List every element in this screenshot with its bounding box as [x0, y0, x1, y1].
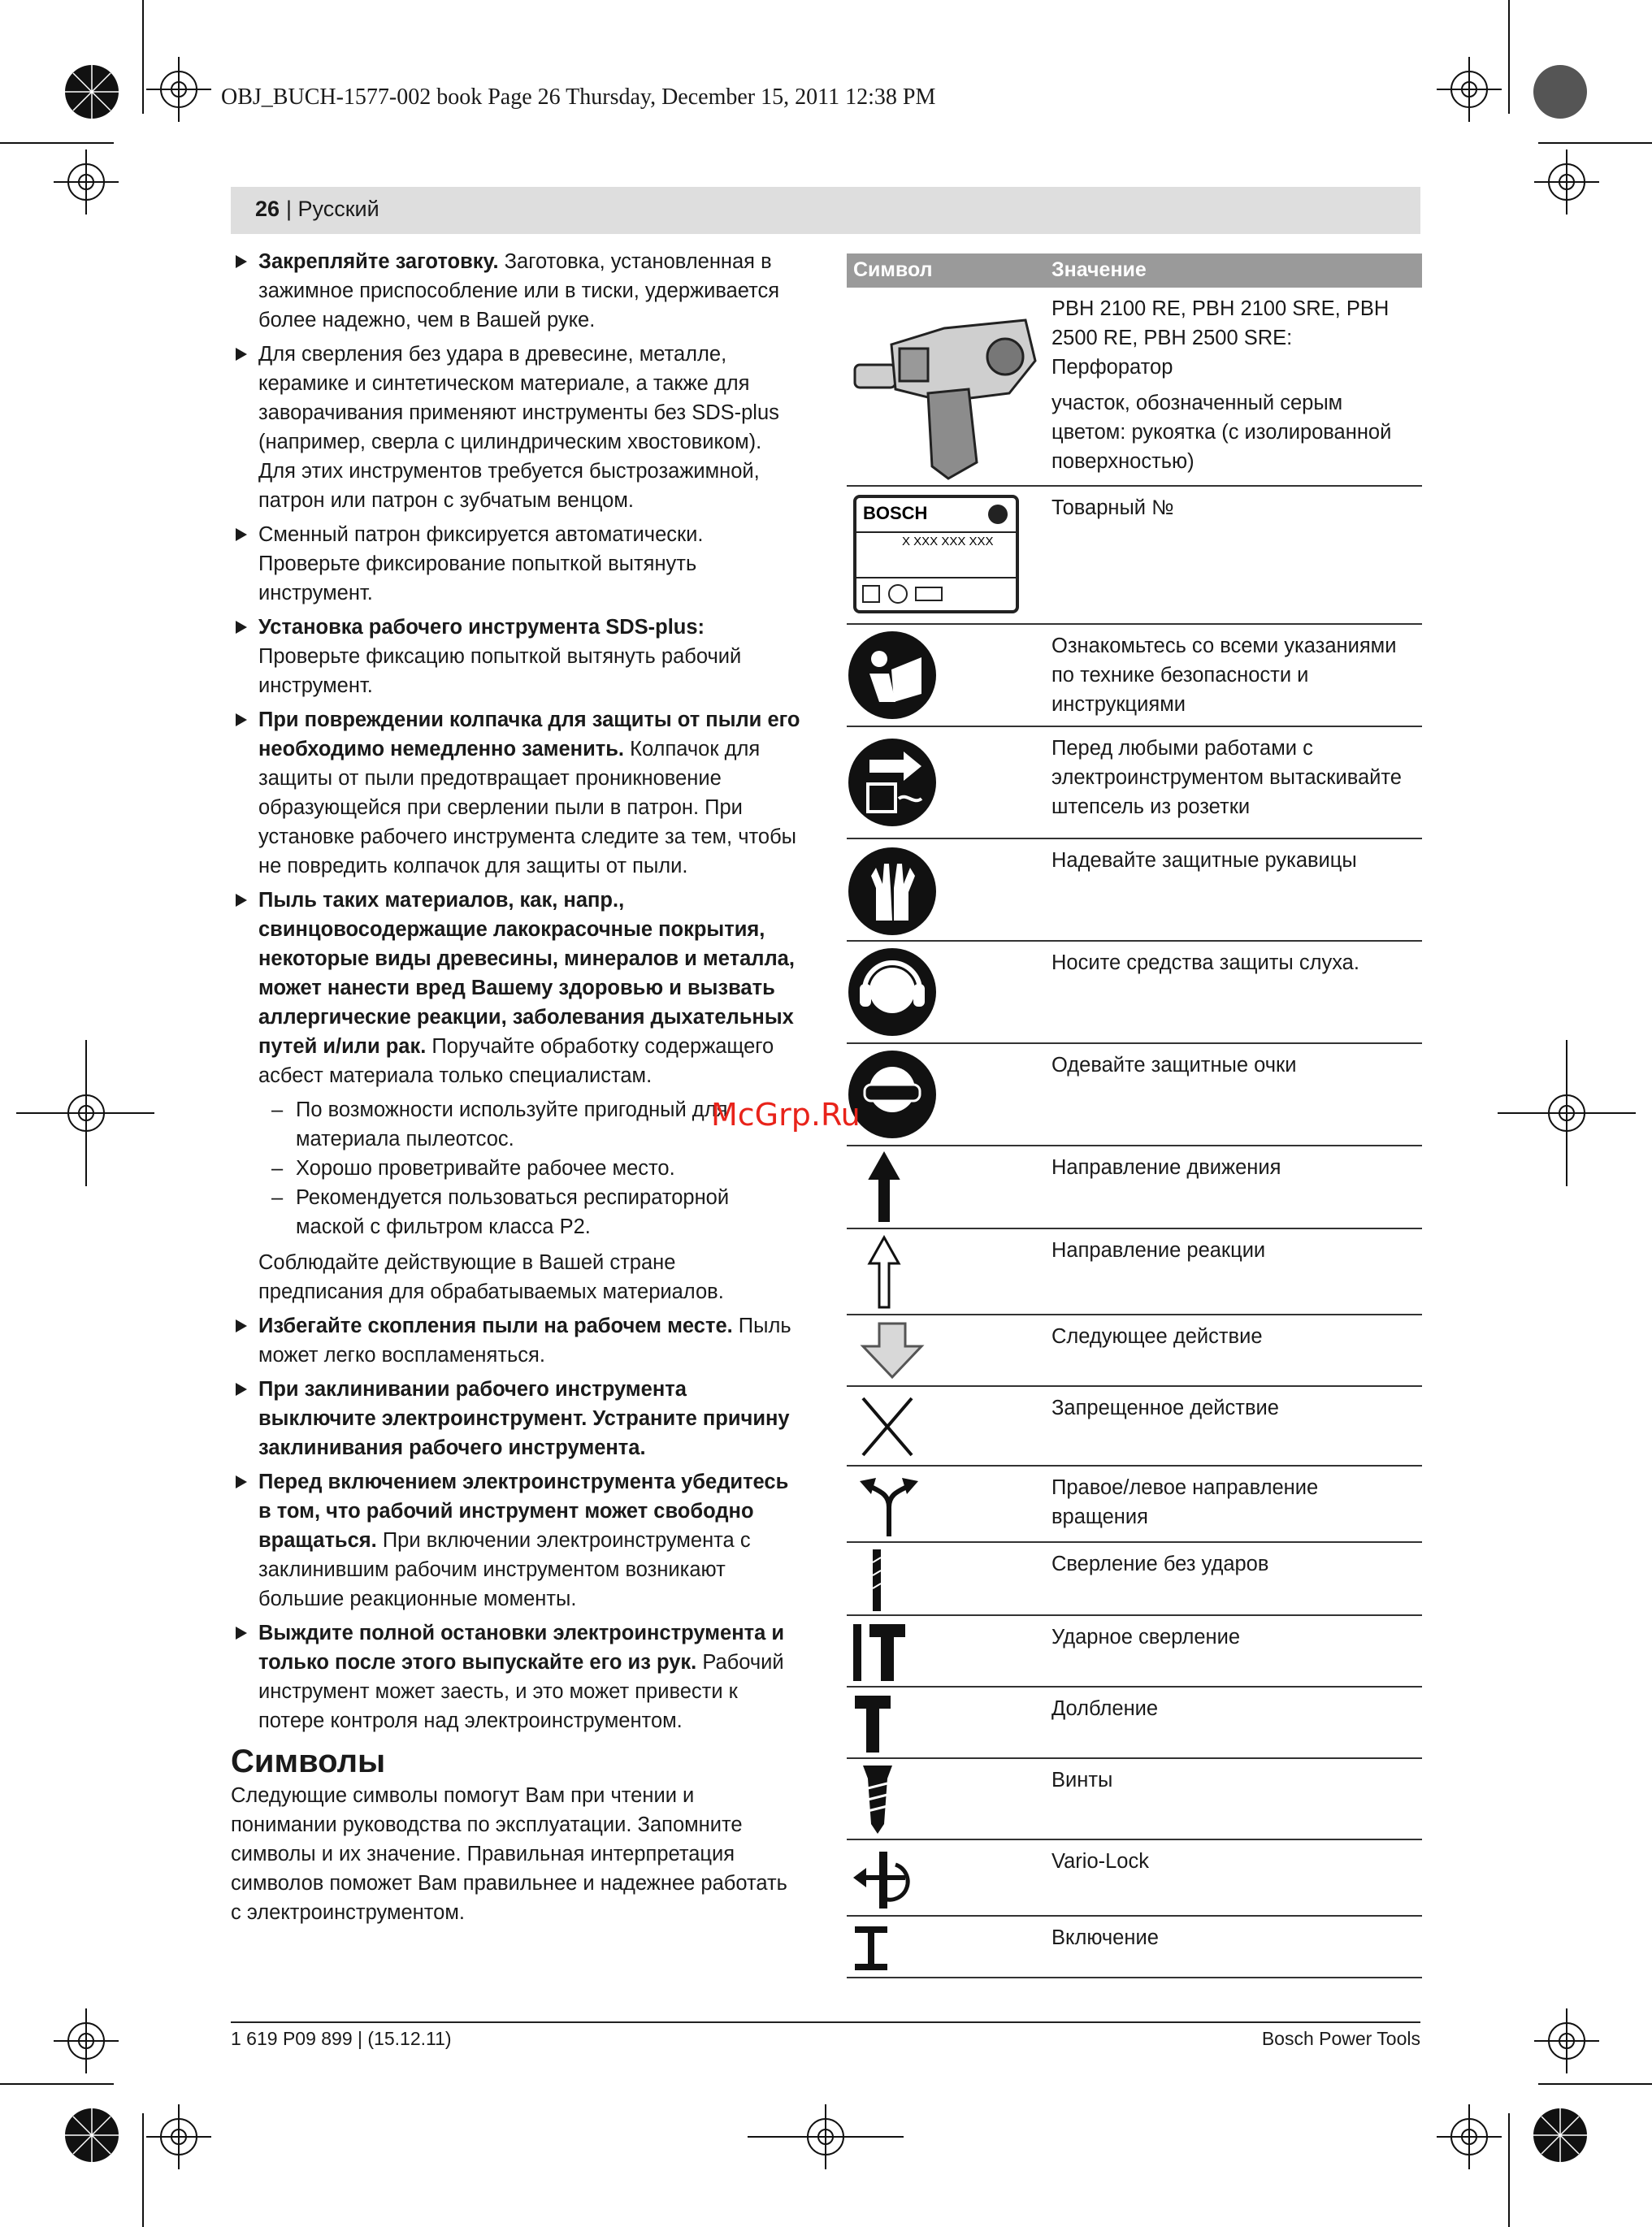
row-text: Товарный № [1051, 496, 1174, 519]
row-text: Надевайте защитные рукавицы [1051, 849, 1357, 872]
hammer-drill-icon [847, 288, 1042, 485]
watermark: McGrp.Ru [711, 1097, 861, 1133]
table-row [847, 1229, 1422, 1315]
nameplate-icon [847, 487, 1042, 623]
row-text: Правое/левое направление вращения [1051, 1476, 1319, 1528]
print-slug: OBJ_BUCH-1577-002 book Page 26 Thursday, December 15, 2011 12:38 PM [221, 84, 936, 110]
plate-brand: BOSCH [863, 503, 928, 523]
row-text: Включение [1051, 1926, 1159, 1949]
row-text: Ознакомьтесь со всеми указаниями по технике безопасности и инструкциями [1051, 635, 1397, 716]
row-text: PBH 2100 RE, PBH 2100 SRE, PBH 2500 RE, PBH 2500 SRE: Перфоратор [1051, 297, 1390, 379]
list-item: Пыль таких материалов, как, напр., свинцовосодержащие лакокрасочные покрытия, некоторые виды древесины, минералов и металла, может нанести вред Вашему здоровью и вызвать аллергические реакции, заболевания дыхательных путей и/или рак. Поручайте обработку содержащего асбест материала только специалистам. [231, 886, 801, 1090]
table-row [847, 839, 1422, 942]
section-title: Символы [231, 1744, 386, 1779]
symbols-table [847, 253, 1422, 1978]
table-row [847, 1467, 1422, 1543]
table-row [847, 487, 1422, 625]
next-step-icon [847, 1315, 1042, 1385]
page-language: | Русский [286, 197, 379, 221]
table-row [847, 1616, 1422, 1688]
row-text: участок, обозначенный серым цветом: рукоятка (с изолированной поверхностью) [1051, 392, 1392, 473]
rotation-direction-icon [847, 1467, 1042, 1541]
footer-rule [231, 2021, 1420, 2023]
list-item: Сменный патрон фиксируется автоматически. Проверьте фиксирование попыткой вытянуть инструмент. [231, 520, 801, 608]
list-item: Избегайте скопления пыли на рабочем месте. Пыль может легко воспламеняться. [231, 1311, 801, 1370]
row-text: Запрещенное действие [1051, 1397, 1279, 1419]
unplug-icon [847, 727, 1042, 838]
table-row [847, 1759, 1422, 1840]
list-item: Выждите полной остановки электроинструмента и только после этого выпускайте его из рук. Рабочий инструмент может заесть, и это может привести к потере контроля над электроинструментом. [231, 1618, 801, 1735]
table-row [847, 1146, 1422, 1229]
list-item: При заклинивании рабочего инструмента выключите электроинструмент. Устраните причину заклинивания рабочего инструмента. [231, 1375, 801, 1462]
table-row [847, 1840, 1422, 1917]
vario-lock-icon [847, 1840, 1042, 1915]
row-text: Носите средства защиты слуха. [1051, 951, 1359, 974]
arrow-outline-icon [847, 1229, 1042, 1314]
table-row [847, 1543, 1422, 1616]
table-row [847, 1387, 1422, 1467]
row-text: Направление движения [1051, 1156, 1281, 1179]
goggles-icon [847, 1044, 1042, 1145]
list-item: Перед включением электроинструмента убедитесь в том, что рабочий инструмент может свободно вращаться. При включении электроинструмента с заклинившим рабочим инструментом возникают большие реакционные моменты. [231, 1467, 801, 1614]
left-column [231, 247, 801, 1927]
dash-item: – По возможности используйте пригодный для материала пылеотсос. [271, 1098, 728, 1150]
arrow-filled-icon [847, 1146, 1042, 1228]
dash-item: – Хорошо проветривайте рабочее место. [271, 1157, 675, 1180]
read-manual-icon [847, 625, 1042, 726]
row-text: Ударное сверление [1051, 1626, 1241, 1649]
list-item: При повреждении колпачка для защиты от пыли его необходимо немедленно заменить. Колпачок для защиты от пыли предотвращает проникновение образующейся при сверлении пыли в патрон. При установке рабочего инструмента следите за тем, чтобы не повредить колпачок для защиты от пыли. [231, 705, 801, 881]
prohibited-icon [847, 1387, 1042, 1465]
table-row [847, 1315, 1422, 1387]
list-item: Установка рабочего инструмента SDS-plus: Проверьте фиксацию попыткой вытянуть рабочий инструмент. [231, 613, 801, 700]
row-text: Сверление без ударов [1051, 1553, 1269, 1575]
page-header [231, 187, 1420, 234]
table-row [847, 288, 1422, 487]
table-row [847, 727, 1422, 839]
ear-protection-icon [847, 942, 1042, 1042]
chiselling-icon [847, 1688, 1042, 1757]
plate-number: X XXX XXX XXX [902, 535, 994, 548]
row-text: Долбление [1051, 1697, 1159, 1720]
list-item: Закрепляйте заготовку. Заготовка, установленная в зажимное приспособление или в тиски, удерживается более надежно, чем в Вашей руке. [231, 247, 801, 335]
table-row [847, 1044, 1422, 1146]
row-text: Следующее действие [1051, 1325, 1263, 1348]
section-intro: Следующие символы помогут Вам при чтении и понимании руководства по эксплуатации. Запомните символы и их значение. Правильная интерпретация символов поможет Вам правильнее и надежнее работать с электроинструментом. [231, 1784, 787, 1924]
table-row [847, 942, 1422, 1044]
row-text: Одевайте защитные очки [1051, 1054, 1297, 1077]
footer-brand: Bosch Power Tools [1261, 2028, 1420, 2049]
dash-note: Соблюдайте действующие в Вашей стране предписания для обрабатываемых материалов. [258, 1251, 724, 1303]
row-text: Направление реакции [1051, 1239, 1266, 1262]
screw-icon [847, 1759, 1042, 1839]
gloves-icon [847, 839, 1042, 940]
table-row [847, 1688, 1422, 1759]
switch-on-icon [847, 1917, 1042, 1977]
row-text: Перед любыми работами с электроинструментом вытаскивайте штепсель из розетки [1051, 737, 1402, 818]
drilling-icon [847, 1543, 1042, 1614]
table-header [847, 253, 1422, 288]
table-row [847, 1917, 1422, 1978]
footer-document-number: 1 619 P09 899 | (15.12.11) [231, 2028, 452, 2049]
list-item: Для сверления без удара в древесине, металле, керамике и синтетическом материале, а также для заворачивания применяют инструменты без SDS-plus (например, сверла с цилиндрическим хвостовиком). Для этих инструментов требуется быстрозажимной, патрон или патрон с зубчатым венцом. [231, 340, 801, 515]
page-number: 26 [255, 197, 280, 221]
table-row [847, 625, 1422, 727]
row-text: Vario-Lock [1051, 1850, 1149, 1873]
dash-item: – Рекомендуется пользоваться респираторной маской с фильтром класса Р2. [271, 1186, 730, 1238]
col-symbol: Символ [853, 258, 933, 281]
row-text: Винты [1051, 1769, 1113, 1792]
hammer-drilling-icon [847, 1616, 1042, 1686]
col-meaning: Значение [1051, 258, 1147, 281]
